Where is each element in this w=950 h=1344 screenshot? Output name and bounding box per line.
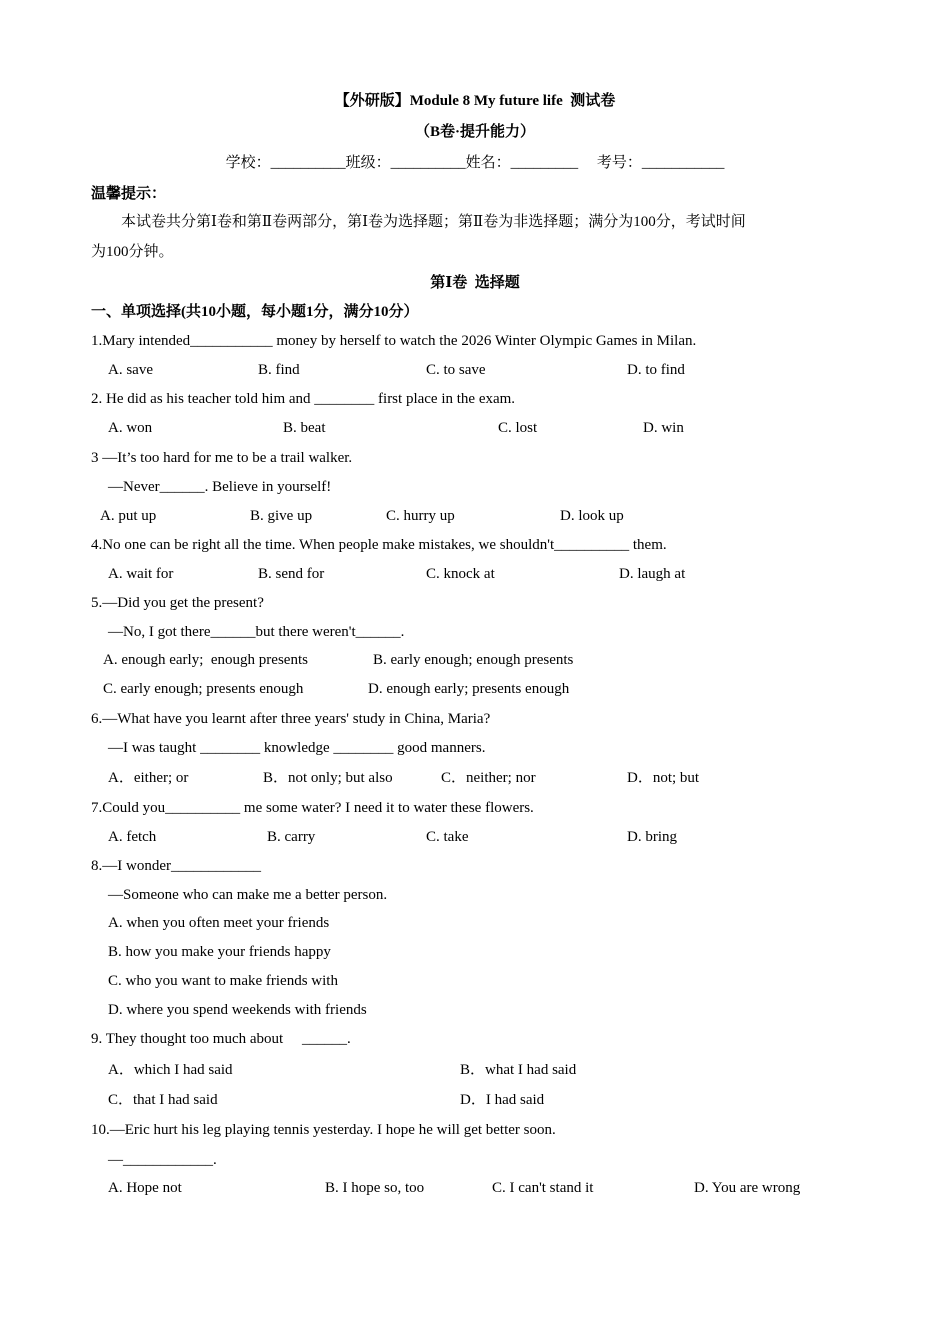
option-d: D. to find bbox=[627, 362, 685, 378]
question-stem: 2. He did as his teacher told him and ________ first place in the exam. bbox=[91, 391, 516, 407]
option-d: D. enough early; presents enough bbox=[368, 681, 570, 697]
option-b: B. carry bbox=[267, 829, 316, 845]
question-stem: 9. They thought too much about ______. bbox=[91, 1031, 351, 1047]
notice-heading: 温馨提示： bbox=[91, 186, 167, 202]
question-stem: 3 —It’s too hard for me to be a trail walker. bbox=[91, 450, 353, 466]
option-d: D. win bbox=[643, 420, 684, 436]
option-b: B. I hope so, too bbox=[325, 1180, 425, 1196]
option-a: A. wait for bbox=[108, 566, 174, 582]
option-c: C. hurry up bbox=[386, 508, 455, 524]
option-b: B．what I had said bbox=[460, 1062, 577, 1078]
option-a: A. fetch bbox=[108, 829, 157, 845]
option-b: B．not only; but also bbox=[263, 770, 393, 786]
option-b: B. send for bbox=[258, 566, 325, 582]
question-stem-reply: —Never______. Believe in yourself! bbox=[108, 479, 332, 495]
option-d: D. where you spend weekends with friends bbox=[108, 1002, 367, 1018]
option-d: D. look up bbox=[560, 508, 624, 524]
option-a: A. Hope not bbox=[108, 1180, 182, 1196]
option-c: C．that I had said bbox=[108, 1092, 218, 1108]
option-b: B. early enough; enough presents bbox=[373, 652, 574, 668]
question-stem: 8.—I wonder____________ bbox=[91, 858, 261, 874]
option-c: C. take bbox=[426, 829, 469, 845]
option-d: D. bring bbox=[627, 829, 677, 845]
part-title: 一、单项选择(共10小题，每小题1分，满分10分） bbox=[91, 304, 419, 320]
option-c: C. to save bbox=[426, 362, 486, 378]
question-stem: 1.Mary intended___________ money by herself to watch the 2026 Winter Olympic Games in Milan. bbox=[91, 333, 697, 349]
option-c: C．neither; nor bbox=[441, 770, 536, 786]
option-b: B. how you make your friends happy bbox=[108, 944, 331, 960]
question-stem-reply: —I was taught ________ knowledge ________ good manners. bbox=[108, 740, 486, 756]
question-stem-reply: —No, I got there______but there weren't______. bbox=[108, 624, 405, 640]
notice-line-1: 本试卷共分第Ⅰ卷和第Ⅱ卷两部分，第Ⅰ卷为选择题；第Ⅱ卷为非选择题；满分为100分，考试时间 bbox=[121, 214, 746, 230]
option-a: A. when you often meet your friends bbox=[108, 915, 330, 931]
section-title: 第Ⅰ卷 选择题 bbox=[430, 275, 520, 291]
option-b: B. find bbox=[258, 362, 300, 378]
notice-line-2: 为100分钟。 bbox=[91, 244, 174, 260]
option-a: A. put up bbox=[100, 508, 157, 524]
option-d: D．I had said bbox=[460, 1092, 545, 1108]
option-c: C. who you want to make friends with bbox=[108, 973, 338, 989]
option-a: A．which I had said bbox=[108, 1062, 233, 1078]
option-c: C. I can't stand it bbox=[492, 1180, 594, 1196]
option-a: A. won bbox=[108, 420, 153, 436]
question-stem: 7.Could you__________ me some water? I need it to water these flowers. bbox=[91, 800, 534, 816]
option-c: C. lost bbox=[498, 420, 538, 436]
option-d: D．not; but bbox=[627, 770, 700, 786]
option-c: C. knock at bbox=[426, 566, 495, 582]
option-d: D. You are wrong bbox=[694, 1180, 801, 1196]
option-d: D. laugh at bbox=[619, 566, 686, 582]
question-stem: 5.—Did you get the present? bbox=[91, 595, 264, 611]
question-stem-reply: —____________. bbox=[108, 1152, 217, 1168]
page-subtitle: （B卷·提升能力） bbox=[414, 124, 535, 140]
student-info-line: 学校：__________班级：__________姓名：_________ 考号：___________ bbox=[225, 155, 725, 171]
question-stem: 4.No one can be right all the time. When people make mistakes, we shouldn't__________ them. bbox=[91, 537, 667, 553]
question-stem: 10.—Eric hurt his leg playing tennis yesterday. I hope he will get better soon. bbox=[91, 1122, 556, 1138]
question-stem-reply: —Someone who can make me a better person. bbox=[108, 887, 388, 903]
option-c: C. early enough; presents enough bbox=[103, 681, 304, 697]
option-b: B. beat bbox=[283, 420, 326, 436]
option-a: A. save bbox=[108, 362, 153, 378]
option-a: A. enough early; enough presents bbox=[103, 652, 308, 668]
option-b: B. give up bbox=[250, 508, 313, 524]
page-title: 【外研版】Module 8 My future life 测试卷 bbox=[334, 93, 616, 109]
option-a: A．either; or bbox=[108, 770, 189, 786]
question-stem: 6.—What have you learnt after three years' study in China, Maria? bbox=[91, 711, 491, 727]
